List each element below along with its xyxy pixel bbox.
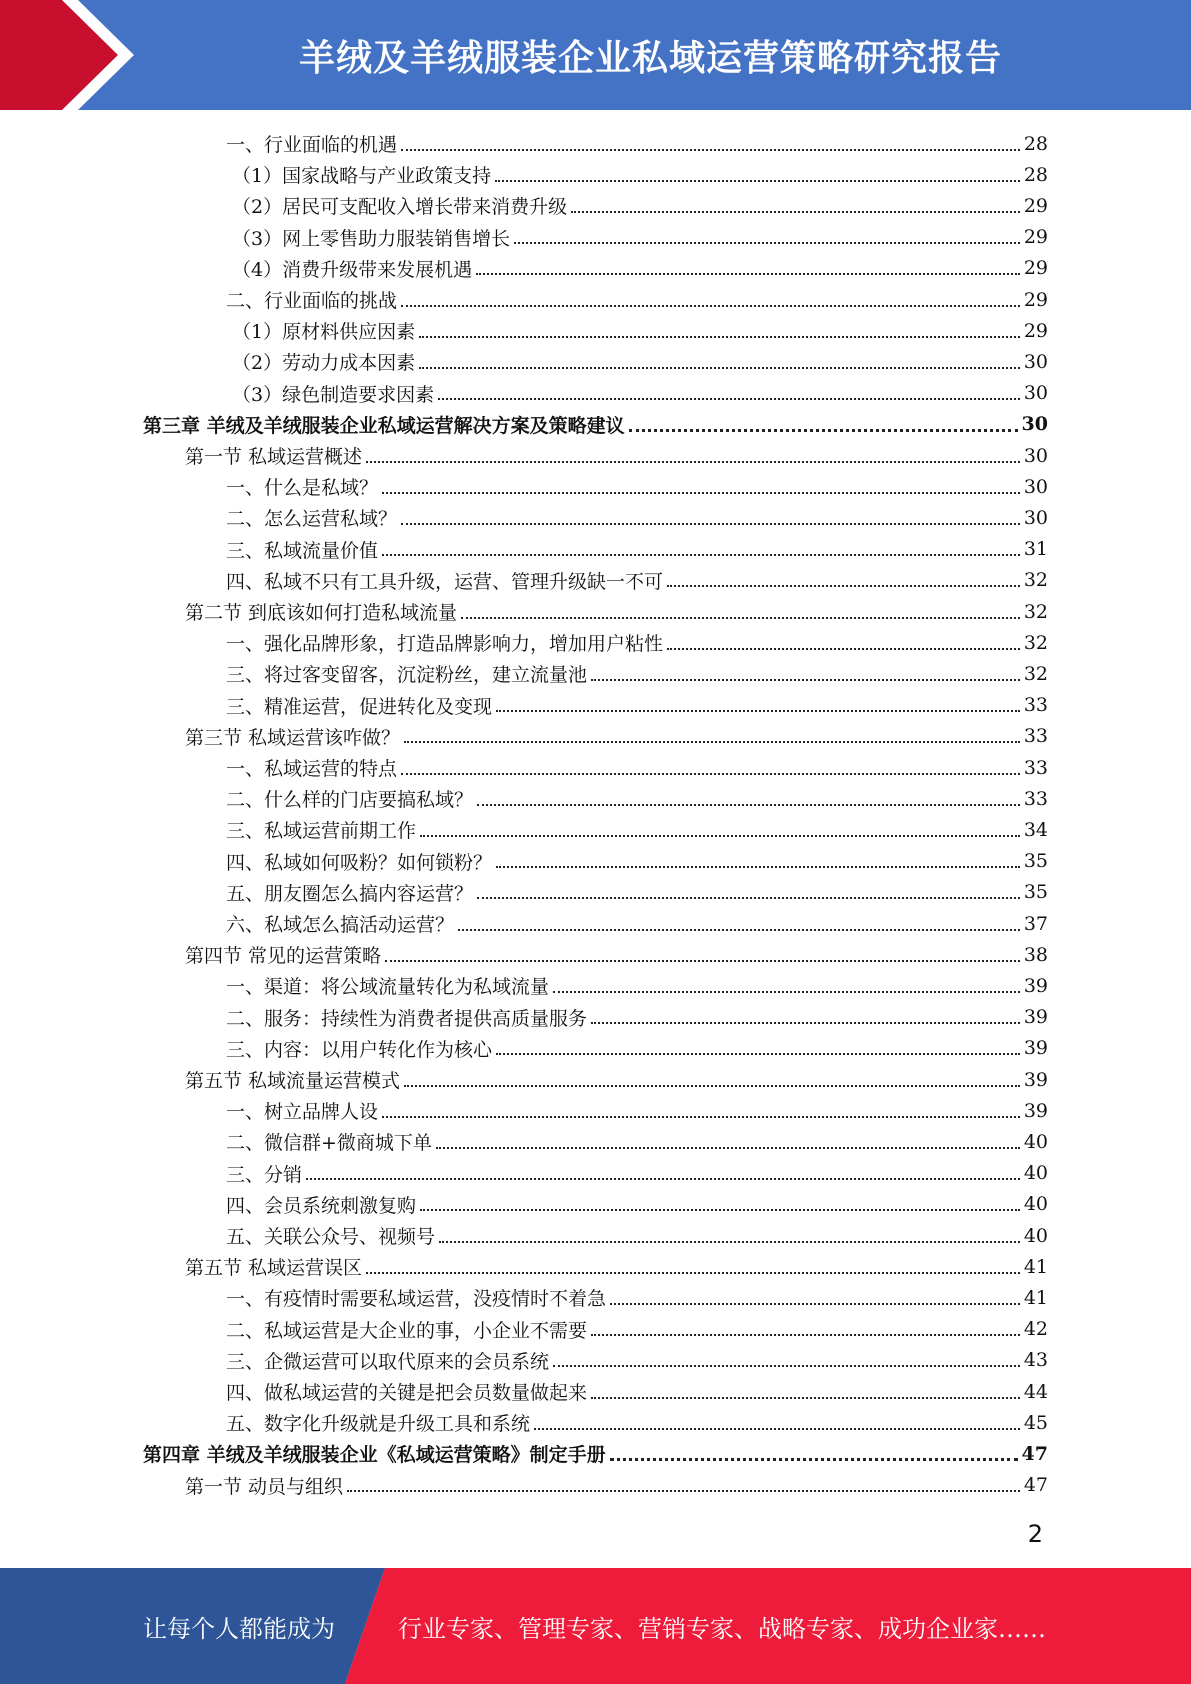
toc-entry-page: 33 (1023, 694, 1048, 717)
toc-leader-dots (419, 367, 1020, 369)
toc-entry-page: 30 (1023, 350, 1048, 373)
toc-leader-dots (553, 1365, 1020, 1367)
toc-entry[interactable] (226, 846, 1048, 877)
toc-entry-label: 三、将过客变留客，沉淀粉丝，建立流量池 (226, 664, 588, 687)
toc-leader-dots (514, 242, 1020, 244)
toc-leader-dots (553, 991, 1020, 993)
toc-entry-page: 39 (1023, 1068, 1048, 1091)
toc-entry-label: （3）绿色制造要求因素 (232, 383, 435, 406)
toc-entry-page: 29 (1023, 194, 1048, 217)
toc-entry[interactable] (226, 1376, 1048, 1407)
toc-entry[interactable] (226, 284, 1048, 315)
toc-entry-label: 第一节 动员与组织 (185, 1475, 344, 1498)
toc-entry-page: 39 (1023, 1006, 1048, 1029)
toc-entry[interactable] (226, 1282, 1048, 1313)
toc-entry-page: 40 (1023, 1193, 1048, 1216)
toc-entry-page: 29 (1023, 319, 1048, 342)
toc-entry-label: 第四节 常见的运营策略 (185, 945, 382, 968)
toc-entry-page: 32 (1023, 662, 1048, 685)
toc-entry-label: 三、企微运营可以取代原来的会员系统 (226, 1350, 550, 1373)
report-title: 羊绒及羊绒服装企业私域运营策略研究报告 (298, 37, 1002, 79)
toc-entry-page: 43 (1023, 1349, 1048, 1372)
toc-leader-dots (366, 1272, 1020, 1274)
toc-entry[interactable] (232, 315, 1048, 346)
toc-leader-dots (404, 1085, 1020, 1087)
toc-entry-label: 第五节 私域流量运营模式 (185, 1070, 401, 1092)
toc-entry[interactable] (226, 970, 1048, 1001)
toc-entry-label: 三、内容：以用户转化作为核心 (226, 1038, 493, 1061)
toc-entry-page: 35 (1023, 881, 1048, 904)
toc-leader-dots (667, 648, 1020, 650)
toc-leader-dots (610, 1458, 1018, 1461)
toc-entry[interactable] (226, 658, 1048, 689)
toc-entry-page: 39 (1023, 1099, 1048, 1122)
toc-entry[interactable] (226, 534, 1048, 565)
toc-entry[interactable] (226, 1189, 1048, 1220)
toc-leader-dots (401, 523, 1020, 525)
toc-entry[interactable] (143, 409, 1048, 440)
toc-entry-page: 32 (1023, 631, 1048, 654)
toc-entry-page: 33 (1023, 725, 1048, 748)
toc-entry[interactable] (226, 1002, 1048, 1033)
toc-entry-page: 34 (1023, 818, 1048, 841)
toc-entry-page: 32 (1023, 600, 1048, 623)
toc-entry-label: （1）原材料供应因素 (232, 321, 416, 344)
toc-entry[interactable] (185, 1251, 1048, 1282)
toc-entry-label: 五、数字化升级就是升级工具和系统 (226, 1413, 531, 1436)
toc-entry-label: 一、渠道：将公域流量转化为私域流量 (226, 976, 550, 999)
toc-entry-label: 四、私域不只有工具升级，运营、管理升级缺一不可 (226, 570, 664, 593)
toc-leader-dots (347, 1490, 1020, 1492)
toc-entry-page: 30 (1023, 506, 1048, 529)
toc-leader-dots (385, 960, 1020, 962)
toc-entry-label: 一、强化品牌形象，打造品牌影响力，增加用户粘性 (226, 633, 664, 656)
toc-entry-label: 第三节 私域运营该咋做？ (185, 726, 401, 749)
toc-entry[interactable] (226, 1220, 1048, 1251)
toc-leader-dots (495, 180, 1020, 182)
toc-entry[interactable] (232, 222, 1048, 253)
toc-entry-page: 33 (1023, 787, 1048, 810)
toc-entry[interactable] (232, 253, 1048, 284)
toc-entry-label: 第一节 私域运营概述 (185, 446, 363, 468)
toc-entry[interactable] (226, 690, 1048, 721)
toc-entry-page: 44 (1023, 1380, 1048, 1403)
toc-leader-dots (420, 835, 1020, 837)
toc-leader-dots (461, 617, 1020, 619)
toc-leader-dots (458, 929, 1020, 931)
footer-slogan-right: 行业专家、管理专家、营销专家、战略专家、成功企业家…… (398, 1614, 1046, 1643)
toc-entry[interactable] (226, 1407, 1048, 1438)
toc-leader-dots (436, 1147, 1020, 1149)
toc-entry-label: 五、朋友圈怎么搞内容运营？ (226, 882, 474, 905)
toc-entry-page: 29 (1023, 226, 1048, 249)
toc-leader-dots (401, 305, 1020, 307)
toc-entry-page: 28 (1023, 132, 1048, 155)
toc-entry[interactable] (226, 1033, 1048, 1064)
toc-entry[interactable] (226, 1345, 1048, 1376)
toc-leader-dots (534, 1428, 1020, 1430)
toc-entry[interactable] (226, 471, 1048, 502)
toc-entry-page: 30 (1021, 413, 1048, 436)
toc-leader-dots (438, 398, 1020, 400)
toc-entry-label: 三、精准运营，促进转化及变现 (226, 695, 493, 718)
toc-entry[interactable] (185, 1470, 1048, 1501)
toc-entry-page: 42 (1023, 1318, 1048, 1341)
toc-entry[interactable] (185, 1064, 1048, 1095)
toc-entry-label: 二、私域运营是大企业的事，小企业不需要 (226, 1319, 588, 1342)
toc-leader-dots (629, 429, 1018, 432)
toc-leader-dots (477, 897, 1020, 899)
toc-entry-page: 30 (1023, 444, 1048, 467)
toc-entry[interactable] (226, 752, 1048, 783)
toc-entry[interactable] (226, 877, 1048, 908)
toc-entry-page: 30 (1023, 475, 1048, 498)
toc-entry-label: 三、私域运营前期工作 (226, 820, 417, 843)
toc-entry-label: 二、行业面临的挑战 (226, 290, 398, 312)
toc-entry-label: 四、私域如何吸粉？如何锁粉？ (226, 851, 493, 874)
toc-entry[interactable] (226, 783, 1048, 814)
toc-leader-dots (477, 804, 1020, 806)
toc-entry[interactable] (226, 627, 1048, 658)
toc-entry-page: 47 (1023, 1474, 1048, 1497)
toc-entry[interactable] (185, 939, 1048, 970)
toc-entry-label: 一、有疫情时需要私域运营，没疫情时不着急 (226, 1288, 607, 1311)
toc-leader-dots (419, 336, 1020, 338)
toc-entry-page: 39 (1023, 974, 1048, 997)
toc-leader-dots (476, 273, 1020, 275)
toc-entry-page: 37 (1023, 912, 1048, 935)
toc-leader-dots (366, 461, 1020, 463)
toc-entry[interactable] (143, 1438, 1048, 1469)
toc-entry-label: 一、树立品牌人设 (226, 1101, 379, 1124)
toc-entry-label: 一、什么是私域？ (226, 477, 379, 500)
toc-entry-label: 二、微信群+微商城下单 (226, 1132, 432, 1155)
toc-entry-page: 41 (1023, 1255, 1048, 1278)
toc-entry[interactable] (226, 1314, 1048, 1345)
footer-banner (0, 1568, 1191, 1684)
toc-entry-label: 二、怎么运营私域？ (226, 508, 398, 531)
toc-entry-label: 四、会员系统刺激复购 (226, 1194, 417, 1217)
toc-leader-dots (591, 1334, 1020, 1336)
toc-entry-label: （4）消费升级带来发展机遇 (232, 258, 473, 281)
toc-entry-page: 40 (1023, 1162, 1048, 1185)
toc-entry-page: 31 (1023, 538, 1048, 561)
toc-entry-page: 30 (1023, 382, 1048, 405)
toc-entry-label: 二、什么样的门店要搞私域？ (226, 789, 474, 812)
toc-entry-label: 五、关联公众号、视频号 (226, 1226, 436, 1248)
toc-entry-page: 40 (1023, 1130, 1048, 1153)
toc-entry-page: 29 (1023, 288, 1048, 311)
toc-leader-dots (382, 492, 1020, 494)
toc-entry[interactable] (232, 346, 1048, 377)
toc-entry[interactable] (185, 596, 1048, 627)
toc-entry-label: 第三章 羊绒及羊绒服装企业私域运营解决方案及策略建议 (143, 414, 625, 437)
toc-entry-page: 41 (1023, 1286, 1048, 1309)
toc-leader-dots (404, 741, 1020, 743)
toc-entry[interactable] (226, 908, 1048, 939)
toc-leader-dots (401, 149, 1020, 151)
toc-entry-label: （2）居民可支配收入增长带来消费升级 (232, 196, 568, 219)
toc-entry-page: 38 (1023, 943, 1048, 966)
toc-entry[interactable] (226, 502, 1048, 533)
toc-entry-page: 29 (1023, 257, 1048, 280)
toc-entry-label: 三、分销 (226, 1163, 303, 1186)
toc-entry-label: （3）网上零售助力服装销售增长 (232, 227, 511, 250)
toc-leader-dots (382, 554, 1020, 556)
toc-leader-dots (306, 1178, 1020, 1180)
toc-entry-label: 四、做私域运营的关键是把会员数量做起来 (226, 1382, 588, 1404)
toc-entry-label: 三、私域流量价值 (226, 539, 379, 562)
toc-leader-dots (439, 1241, 1020, 1243)
toc-entry[interactable] (226, 1126, 1048, 1157)
toc-entry-label: 一、私域运营的特点 (226, 758, 398, 780)
toc-leader-dots (382, 1116, 1020, 1118)
toc-entry-label: 第四章 羊绒及羊绒服装企业《私域运营策略》制定手册 (143, 1444, 606, 1467)
toc-leader-dots (591, 1022, 1020, 1024)
toc-leader-dots (591, 679, 1020, 681)
toc-entry[interactable] (185, 721, 1048, 752)
toc-entry[interactable] (232, 190, 1048, 221)
toc-leader-dots (496, 866, 1020, 868)
toc-entry-label: 一、行业面临的机遇 (226, 134, 398, 156)
toc-entry-label: （2）劳动力成本因素 (232, 352, 416, 375)
toc-leader-dots (667, 585, 1020, 587)
header-arrow-icon (0, 0, 150, 110)
toc-leader-dots (496, 710, 1020, 712)
toc-entry-page: 47 (1021, 1442, 1048, 1465)
toc-leader-dots (496, 1053, 1020, 1055)
toc-leader-dots (420, 1209, 1020, 1211)
toc-entry-label: 六、私域怎么搞活动运营？ (226, 914, 455, 936)
toc-entry-page: 33 (1023, 756, 1048, 779)
toc-entry-label: 第五节 私域运营误区 (185, 1257, 363, 1280)
toc-entry[interactable] (226, 814, 1048, 845)
toc-entry[interactable] (226, 128, 1048, 159)
toc-entry-page: 39 (1023, 1037, 1048, 1060)
toc-entry-page: 32 (1023, 569, 1048, 592)
toc-leader-dots (610, 1303, 1020, 1305)
toc-entry-page: 45 (1023, 1411, 1048, 1434)
toc-entry[interactable] (185, 440, 1048, 471)
footer-slogan-left: 让每个人都能成为 (143, 1614, 335, 1643)
toc-entry[interactable] (226, 565, 1048, 596)
toc-entry[interactable] (232, 378, 1048, 409)
toc-leader-dots (571, 211, 1020, 213)
toc-entry-label: 第二节 到底该如何打造私域流量 (185, 602, 458, 624)
toc-entry[interactable] (226, 1095, 1048, 1126)
page-number: 2 (1027, 1520, 1043, 1548)
toc-entry-label: 二、服务：持续性为消费者提供高质量服务 (226, 1007, 588, 1030)
toc-leader-dots (591, 1397, 1020, 1399)
report-header (0, 0, 1191, 110)
toc-entry[interactable] (232, 159, 1048, 190)
toc-entry-page: 28 (1023, 163, 1048, 186)
toc-entry-page: 35 (1023, 850, 1048, 873)
toc-entry[interactable] (226, 1158, 1048, 1189)
toc-entry-page: 40 (1023, 1224, 1048, 1247)
toc-entry-label: （1）国家战略与产业政策支持 (232, 165, 492, 188)
toc-leader-dots (401, 773, 1020, 775)
